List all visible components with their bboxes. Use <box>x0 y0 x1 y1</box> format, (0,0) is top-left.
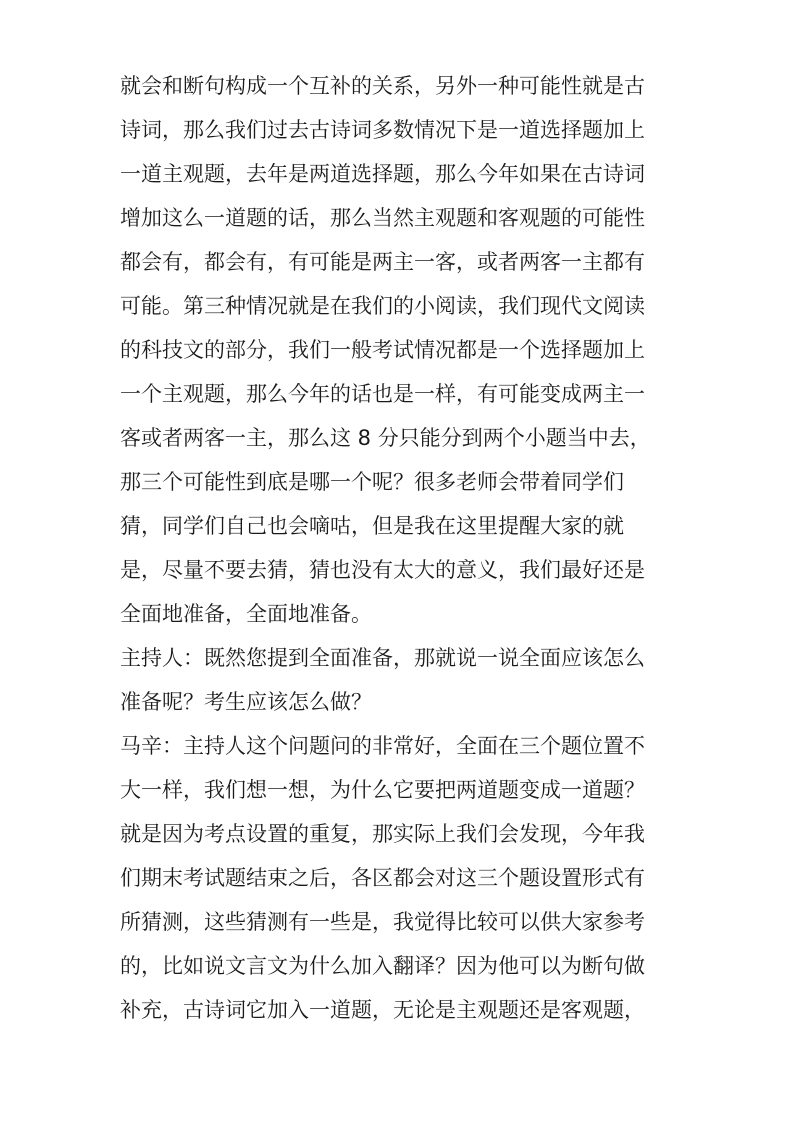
text-line: 一道主观题，去年是两道选择题，那么今年如果在古诗词 <box>120 162 645 186</box>
text-line: 的科技文的部分，我们一般考试情况都是一个选择题加上 <box>120 338 645 362</box>
text-line: 是，尽量不要去猜，猜也没有太大的意义，我们最好还是 <box>120 558 645 582</box>
text-line: 客或者两客一主，那么这 8 分只能分到两个小题当中去， <box>120 426 651 450</box>
text-line: 马辛：主持人这个问题问的非常好，全面在三个题位置不 <box>120 734 645 758</box>
text-line: 可能。第三种情况就是在我们的小阅读，我们现代文阅读 <box>120 294 645 318</box>
text-line: 就会和断句构成一个互补的关系，另外一种可能性就是古 <box>120 74 645 98</box>
text-line: 就是因为考点设置的重复，那实际上我们会发现，今年我 <box>120 822 645 846</box>
text-line: 增加这么一道题的话，那么当然主观题和客观题的可能性 <box>120 206 645 230</box>
text-line: 诗词，那么我们过去古诗词多数情况下是一道选择题加上 <box>120 118 645 142</box>
text-line: 主持人：既然您提到全面准备，那就说一说全面应该怎么 <box>120 646 645 670</box>
text-line: 全面地准备，全面地准备。 <box>120 602 372 626</box>
text-line: 大一样，我们想一想，为什么它要把两道题变成一道题？ <box>120 778 645 802</box>
text-line: 的，比如说文言文为什么加入翻译？因为他可以为断句做 <box>120 954 645 978</box>
text-line: 准备呢？考生应该怎么做？ <box>120 690 372 714</box>
text-line: 补充，古诗词它加入一道题，无论是主观题还是客观题， <box>120 998 645 1022</box>
text-line: 一个主观题，那么今年的话也是一样，有可能变成两主一 <box>120 382 645 406</box>
text-line: 们期末考试题结束之后，各区都会对这三个题设置形式有 <box>120 866 645 890</box>
text-line: 猜，同学们自己也会嘀咕，但是我在这里提醒大家的就 <box>120 514 624 538</box>
text-line: 都会有，都会有，有可能是两主一客，或者两客一主都有 <box>120 250 645 274</box>
text-line: 那三个可能性到底是哪一个呢？很多老师会带着同学们 <box>120 470 624 494</box>
text-line: 所猜测，这些猜测有一些是，我觉得比较可以供大家参考 <box>120 910 645 934</box>
